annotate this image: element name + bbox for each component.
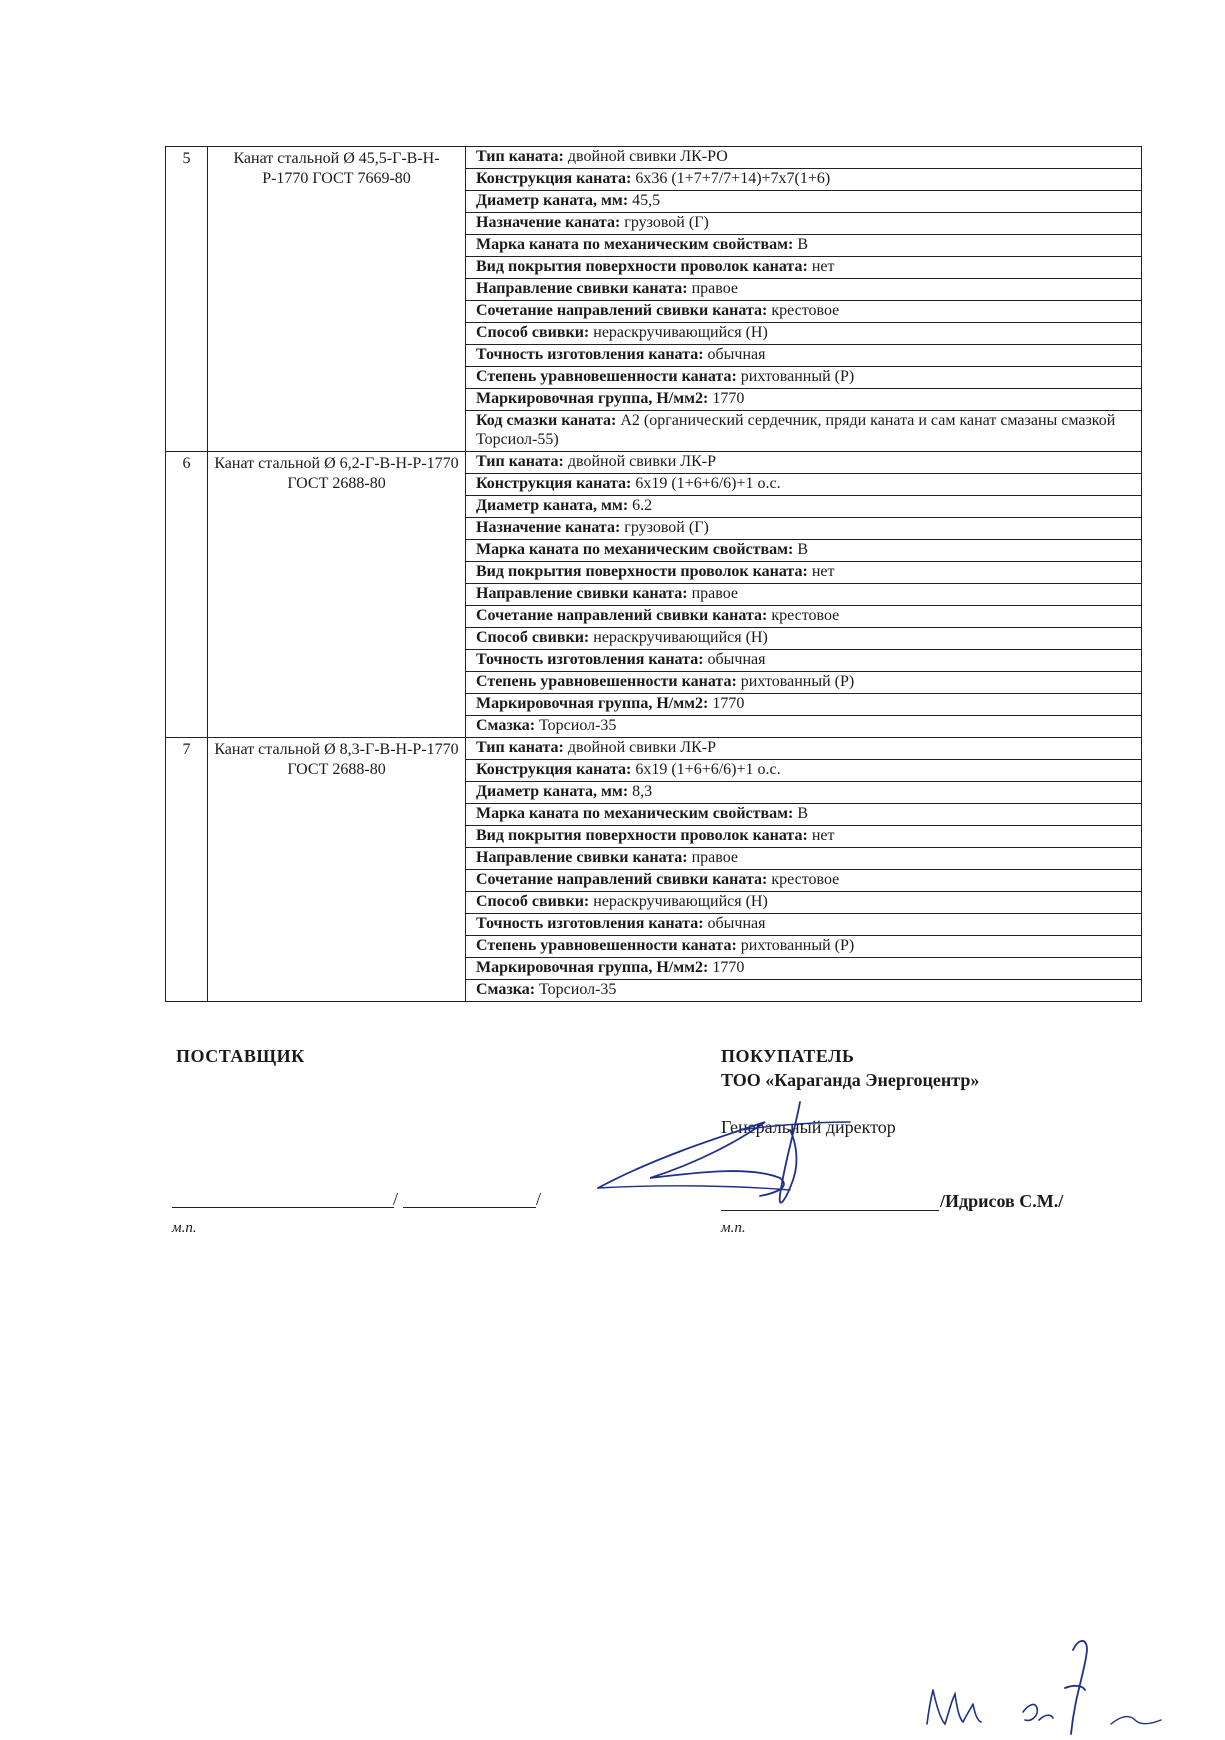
buyer-position: Генеральный директор: [721, 1117, 896, 1137]
property-cell: [466, 213, 1142, 235]
property-cell: [466, 804, 1142, 826]
property-cell: [466, 914, 1142, 936]
property-key: Диаметр каната, мм:: [476, 783, 629, 800]
property-key: Смазка:: [476, 981, 536, 998]
property-value: В: [793, 541, 809, 558]
item-number: 5: [166, 147, 208, 452]
property-key: Смазка:: [476, 717, 536, 734]
property-value: В: [793, 236, 809, 253]
property-cell: [466, 257, 1142, 279]
property-key: Конструкция каната:: [476, 761, 632, 778]
property-cell: [466, 518, 1142, 540]
buyer-stamp-place: м.п.: [721, 1220, 746, 1236]
supplier-slash-2: /: [536, 1189, 542, 1209]
specification-table: [165, 146, 1142, 1002]
supplier-slash-1: /: [393, 1189, 399, 1209]
page-initials-signatures: [915, 1628, 1175, 1738]
property-value: нераскручивающийся (Н): [589, 893, 768, 910]
property-cell: [466, 584, 1142, 606]
property-value: рихтованный (Р): [736, 673, 855, 690]
property-value: нет: [807, 827, 835, 844]
property-value: 45,5: [628, 192, 661, 209]
property-cell: [466, 650, 1142, 672]
property-value: нет: [807, 258, 835, 275]
property-cell: [466, 672, 1142, 694]
property-key: Направление свивки каната:: [476, 585, 688, 602]
property-value: правое: [687, 849, 739, 866]
property-value: 1770: [708, 695, 745, 712]
property-key: Вид покрытия поверхности проволок каната:: [476, 563, 808, 580]
property-cell: [466, 279, 1142, 301]
property-key: Тип каната:: [476, 148, 564, 165]
item-name: Канат стальной Ø 45,5-Г-В-Н-Р-1770 ГОСТ 7669-80: [208, 147, 466, 452]
property-key: Направление свивки каната:: [476, 280, 688, 297]
property-key: Тип каната:: [476, 739, 564, 756]
property-key: Сочетание направлений свивки каната:: [476, 871, 768, 888]
property-cell: [466, 848, 1142, 870]
director-signature: [590, 1100, 890, 1230]
property-value: нераскручивающийся (Н): [589, 629, 768, 646]
property-key: Точность изготовления каната:: [476, 651, 704, 668]
property-cell: [466, 628, 1142, 650]
property-cell: [466, 694, 1142, 716]
property-key: Марка каната по механическим свойствам:: [476, 236, 794, 253]
buyer-signer-name: /Идрисов С.М./: [940, 1191, 1064, 1211]
supplier-name-line: [403, 1207, 536, 1208]
item-number: 7: [166, 738, 208, 1002]
property-key: Вид покрытия поверхности проволок каната:: [476, 827, 808, 844]
property-value: 6х19 (1+6+6/6)+1 о.с.: [631, 475, 781, 492]
property-key: Маркировочная группа, Н/мм2:: [476, 390, 709, 407]
property-cell: [466, 147, 1142, 169]
property-key: Назначение каната:: [476, 214, 621, 231]
item-name: Канат стальной Ø 6,2-Г-В-Н-Р-1770 ГОСТ 2688-80: [208, 452, 466, 738]
property-value: 6.2: [628, 497, 653, 514]
supplier-heading: ПОСТАВЩИК: [176, 1046, 305, 1066]
property-value: двойной свивки ЛК-Р: [563, 739, 717, 756]
property-key: Точность изготовления каната:: [476, 915, 704, 932]
table-row: [166, 452, 1142, 474]
property-cell: [466, 540, 1142, 562]
property-cell: [466, 936, 1142, 958]
table-row: [166, 147, 1142, 169]
table-row: [166, 738, 1142, 760]
property-value: 6х19 (1+6+6/6)+1 о.с.: [631, 761, 781, 778]
property-value: 1770: [708, 390, 745, 407]
item-number: 6: [166, 452, 208, 738]
property-value: рихтованный (Р): [736, 368, 855, 385]
property-value: Торсиол-35: [535, 717, 617, 734]
property-cell: [466, 301, 1142, 323]
property-cell: [466, 782, 1142, 804]
property-key: Диаметр каната, мм:: [476, 497, 629, 514]
property-value: Торсиол-35: [535, 981, 617, 998]
property-value: двойной свивки ЛК-Р: [563, 453, 717, 470]
property-value: двойной свивки ЛК-РО: [563, 148, 728, 165]
property-key: Конструкция каната:: [476, 475, 632, 492]
property-cell: [466, 367, 1142, 389]
property-cell: [466, 606, 1142, 628]
property-cell: [466, 452, 1142, 474]
property-value: обычная: [703, 651, 766, 668]
property-value: 1770: [708, 959, 745, 976]
property-value: 8,3: [628, 783, 653, 800]
property-key: Назначение каната:: [476, 519, 621, 536]
specification-table-body: [166, 147, 1142, 1002]
buyer-heading: ПОКУПАТЕЛЬ: [721, 1046, 855, 1066]
buyer-company: ТОО «Караганда Энергоцентр»: [721, 1070, 980, 1090]
property-key: Сочетание направлений свивки каната:: [476, 302, 768, 319]
property-value: нет: [807, 563, 835, 580]
property-cell: [466, 496, 1142, 518]
property-key: Маркировочная группа, Н/мм2:: [476, 695, 709, 712]
property-value: нераскручивающийся (Н): [589, 324, 768, 341]
property-cell: [466, 760, 1142, 782]
property-key: Сочетание направлений свивки каната:: [476, 607, 768, 624]
property-cell: [466, 980, 1142, 1002]
property-cell: [466, 191, 1142, 213]
property-key: Вид покрытия поверхности проволок каната:: [476, 258, 808, 275]
property-value: обычная: [703, 915, 766, 932]
supplier-stamp-place: м.п.: [172, 1220, 197, 1236]
property-value: А2 (органический сердечник, пряди каната и сам канат смазаны смазкой Торсиол-55): [476, 412, 1116, 448]
property-value: крестовое: [767, 871, 840, 888]
property-key: Способ свивки:: [476, 324, 590, 341]
supplier-signature-line: [172, 1207, 394, 1208]
property-cell: [466, 562, 1142, 584]
property-key: Тип каната:: [476, 453, 564, 470]
property-key: Марка каната по механическим свойствам:: [476, 541, 794, 558]
property-cell: [466, 235, 1142, 257]
property-key: Степень уравновешенности каната:: [476, 368, 737, 385]
property-cell: [466, 738, 1142, 760]
property-cell: [466, 958, 1142, 980]
property-value: В: [793, 805, 809, 822]
property-value: правое: [687, 585, 739, 602]
property-value: грузовой (Г): [620, 214, 709, 231]
property-cell: [466, 169, 1142, 191]
property-key: Марка каната по механическим свойствам:: [476, 805, 794, 822]
property-key: Степень уравновешенности каната:: [476, 673, 737, 690]
property-key: Способ свивки:: [476, 629, 590, 646]
property-value: обычная: [703, 346, 766, 363]
property-cell: [466, 389, 1142, 411]
property-value: правое: [687, 280, 739, 297]
property-key: Диаметр каната, мм:: [476, 192, 629, 209]
property-key: Маркировочная группа, Н/мм2:: [476, 959, 709, 976]
property-value: крестовое: [767, 607, 840, 624]
property-value: 6х36 (1+7+7/7+14)+7х7(1+6): [631, 170, 831, 187]
item-name: Канат стальной Ø 8,3-Г-В-Н-Р-1770 ГОСТ 2688-80: [208, 738, 466, 1002]
property-cell: [466, 474, 1142, 496]
property-cell: [466, 345, 1142, 367]
property-key: Степень уравновешенности каната:: [476, 937, 737, 954]
property-cell: [466, 716, 1142, 738]
property-key: Точность изготовления каната:: [476, 346, 704, 363]
property-cell: [466, 892, 1142, 914]
property-cell: [466, 826, 1142, 848]
property-key: Направление свивки каната:: [476, 849, 688, 866]
property-value: рихтованный (Р): [736, 937, 855, 954]
property-cell: [466, 870, 1142, 892]
property-key: Способ свивки:: [476, 893, 590, 910]
property-key: Код смазки каната:: [476, 412, 617, 429]
property-key: Конструкция каната:: [476, 170, 632, 187]
property-cell: [466, 323, 1142, 345]
property-value: грузовой (Г): [620, 519, 709, 536]
property-cell: [466, 411, 1142, 452]
property-value: крестовое: [767, 302, 840, 319]
